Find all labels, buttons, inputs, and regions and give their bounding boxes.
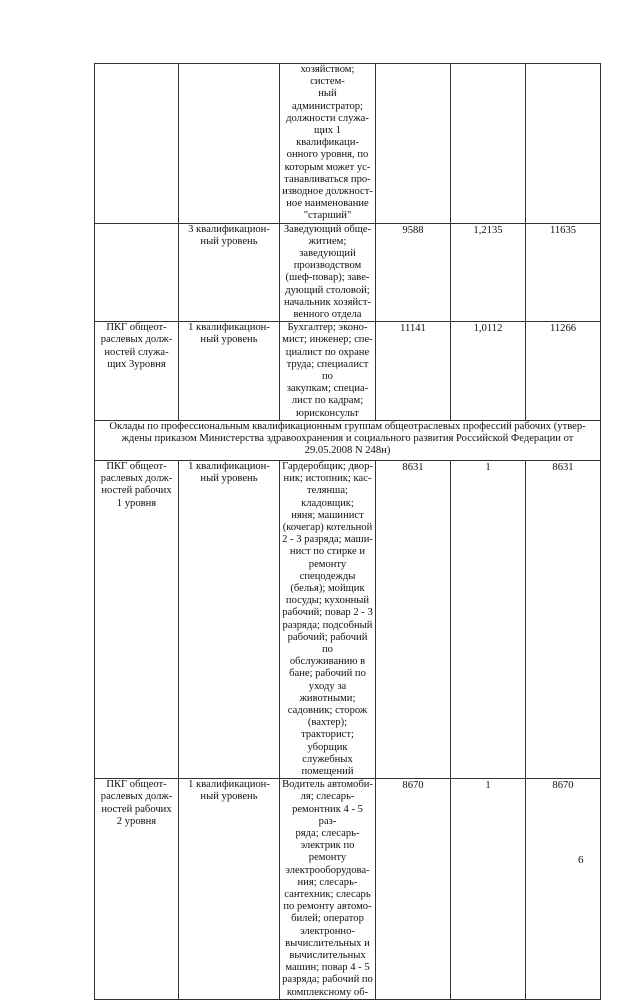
salary-cell (376, 64, 451, 224)
level-cell: 1 квалификацион- ный уровень (179, 779, 280, 1000)
level-cell: 3 квалификацион- ный уровень (179, 223, 280, 322)
positions-cell: Гардеробщик; двор- ник; истопник; кас- телянша; кладовщик; няня; машинист (кочегар) котельной 2 - 3 разряда; маши- нист по стирке и ремонту спецодежды (белья); мойщик посуды; кухонный рабочий; повар 2 - 3 разряда; подсобный рабочий; рабочий по обслуживанию в бане; рабочий по уходу за животными; садовник; сторож (вахтер); тракторист; уборщик служебных помещений (280, 460, 376, 778)
positions-cell: Бухгалтер; эконо- мист; инженер; спе- циалист по охране труда; специалист по закупкам; специа- лист по кадрам; юрисконсульт (280, 322, 376, 421)
table-row (95, 460, 601, 778)
group-cell: ПКГ общеот- раслевых долж- ностей рабочих 2 уровня (95, 779, 179, 1000)
table-row (95, 223, 601, 322)
total-cell: 11266 (526, 322, 601, 421)
table-row (95, 64, 601, 224)
group-cell (95, 64, 179, 224)
level-cell (179, 64, 280, 224)
total-cell (526, 64, 601, 224)
total-cell: 8670 (526, 779, 601, 1000)
positions-cell: хозяйством; систем- ный администратор; должности служа- щих 1 квалификаци- онного уровня, по которым может ус- танавливаться про- изводное должност- ное наименование "старший" (280, 64, 376, 224)
page-number: 6 (578, 854, 584, 866)
table-row (95, 322, 601, 421)
positions-cell: Заведующий обще- житием; заведующий производством (шеф-повар); заве- дующий столовой; начальник хозяйст- венного отдела (280, 223, 376, 322)
total-cell: 11635 (526, 223, 601, 322)
coefficient-cell: 1 (451, 460, 526, 778)
level-cell: 1 квалификацион- ный уровень (179, 322, 280, 421)
group-cell (95, 223, 179, 322)
coefficient-cell (451, 64, 526, 224)
group-cell: ПКГ общеот- раслевых долж- ностей рабочих 1 уровня (95, 460, 179, 778)
salary-cell: 9588 (376, 223, 451, 322)
salary-cell: 8670 (376, 779, 451, 1000)
table-row (95, 779, 601, 1000)
total-cell: 8631 (526, 460, 601, 778)
salary-cell: 8631 (376, 460, 451, 778)
section-heading-row (95, 420, 601, 460)
coefficient-cell: 1,2135 (451, 223, 526, 322)
group-cell: ПКГ общеот- раслевых долж- ностей служа- щих 3уровня (95, 322, 179, 421)
coefficient-cell: 1,0112 (451, 322, 526, 421)
salary-cell: 11141 (376, 322, 451, 421)
section-heading: Оклады по профессиональным квалификационным группам общеотраслевых профессий рабочих (утвер- ждены приказом Министерства здравоохранения и социального развития Российской Федерации от 29.05.2008 N 248н) (95, 420, 601, 460)
salary-table (94, 63, 601, 1000)
positions-cell: Водитель автомоби- ля; слесарь- ремонтник 4 - 5 раз- ряда; слесарь- электрик по ремонту электрооборудова- ния; слесарь- сантехник; слесарь по ремонту автомо- билей; оператор электронно- вычислительных и вычислительных машин; повар 4 - 5 разряда; рабочий по комплексному об- (280, 779, 376, 1000)
coefficient-cell: 1 (451, 779, 526, 1000)
level-cell: 1 квалификацион- ный уровень (179, 460, 280, 778)
